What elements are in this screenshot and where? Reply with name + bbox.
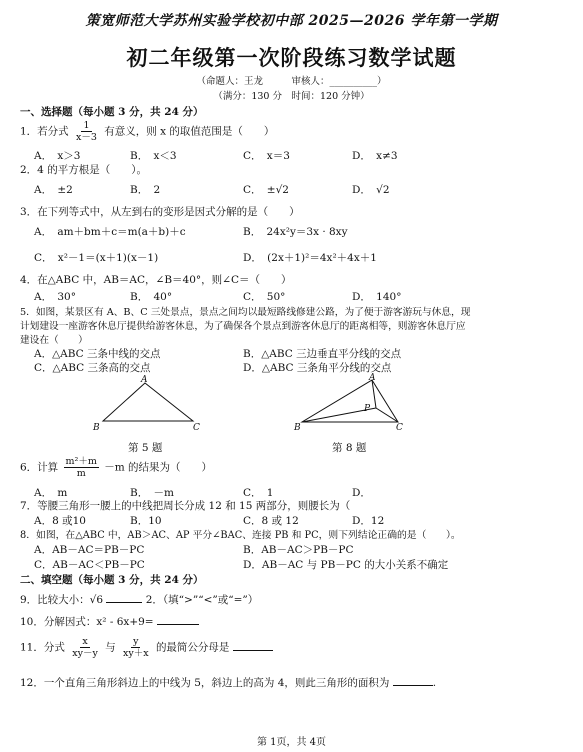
q7-option-c: C．8 或 12	[243, 515, 299, 527]
q1-denominator: x－3	[76, 132, 97, 143]
section-heading-choice: 一、选择题（每小题 3 分，共 24 分）	[20, 106, 204, 118]
fig5-label-b: B	[93, 423, 100, 433]
fig8-label-a: A	[369, 373, 376, 383]
q3-option-a: A． am＋bm＋c＝m(a＋b)＋c	[34, 226, 186, 238]
figure-5-caption: 第 5 题	[128, 442, 163, 454]
question-7: 7．等腰三角形一腰上的中线把周长分成 12 和 15 两部分，则腰长为（	[20, 500, 351, 512]
figure-8-triangle	[292, 372, 412, 434]
q11-numerator-1: x	[82, 636, 88, 647]
exam-title: 初二年级第一次阶段练习数学试题	[126, 45, 457, 70]
fig8-label-c: C	[396, 423, 403, 433]
q2-option-b: B． 2	[130, 184, 161, 196]
q11-answer-blank[interactable]	[233, 640, 273, 651]
fig8-label-b: B	[294, 423, 301, 433]
q5-option-d: D．△ABC 三条角平分线的交点	[243, 362, 392, 374]
q12-stem: 12．一个直角三角形斜边上的中线为 5，斜边上的高为 4，则此三角形的面积为	[20, 677, 390, 689]
figure-8-caption: 第 8 题	[332, 442, 367, 454]
q8-option-b: B．AB－AC＞PB－PC	[243, 544, 354, 556]
q3-option-b: B． 24x²y＝3x · 8xy	[243, 226, 348, 238]
q1-pre: 1．若分式	[20, 125, 69, 138]
question-5-line2: 计划建设一座游客休息厅提供给游客休息，为了确保各个景点到游客休息厅的距离相等，则游客休息厅应	[20, 321, 466, 332]
q6-fraction	[64, 456, 99, 479]
fig8-segment-pc	[376, 408, 398, 422]
q4-option-d: D． 140°	[352, 291, 402, 303]
q9-post: 2．（填“>”“<”或“=”）	[145, 594, 259, 606]
q10-pre: 10．分解因式：x² - 6x+9=	[20, 616, 154, 628]
question-8: 8．如图，在△ABC 中，AB＞AC、AP 平分∠BAC、连接 PB 和 PC，则下列结论正确的是（ ）。	[20, 530, 461, 541]
q7-option-d: D．12	[352, 515, 385, 527]
q9-answer-blank[interactable]	[106, 592, 142, 603]
q1-post: 有意义，则 x 的取值范围是（ ）	[104, 125, 275, 138]
question-9	[20, 592, 258, 607]
figure-5-triangle	[85, 373, 205, 433]
q1-fraction	[74, 120, 99, 143]
q4-option-b: B． 40°	[130, 291, 173, 303]
q1-option-b: B． x＜3	[130, 150, 177, 162]
q11-fraction-2	[121, 636, 151, 659]
question-2: 2．4 的平方根是（ ）。	[20, 164, 147, 176]
q4-option-c: C． 50°	[243, 291, 286, 303]
q6-pre: 6．计算	[20, 461, 59, 474]
question-5-line1: 5．如图，某景区有 A、B、C 三处景点，景点之间均以最短路线修建公路，为了便于游客游玩与休息，现	[20, 307, 471, 318]
q11-pre: 11．分式	[20, 641, 65, 654]
q1-option-c: C． x＝3	[243, 150, 290, 162]
q9-pre: 9．比较大小：√6	[20, 594, 104, 606]
q8-option-a: A．AB－AC＝PB－PC	[34, 544, 145, 556]
author-line: （命题人：王龙 审核人：__________）	[196, 76, 387, 87]
fig8-triangle-shape	[302, 380, 398, 422]
q6-option-d: D．	[352, 487, 371, 499]
question-1	[20, 120, 274, 143]
school-header: 策宽师范大学苏州实验学校初中部 2025—2026 学年第一学期	[85, 13, 498, 29]
fig5-label-a: A	[141, 375, 148, 385]
fig8-label-p: P	[364, 404, 371, 414]
q5-option-b: B．△ABC 三边垂直平分线的交点	[243, 348, 402, 360]
q5-option-a: A．△ABC 三条中线的交点	[34, 348, 161, 360]
q12-answer-blank[interactable]	[393, 675, 433, 686]
question-6	[20, 456, 212, 479]
question-11	[20, 636, 273, 659]
question-4: 4．在△ABC 中，AB＝AC，∠B＝40°，则∠C＝（ ）	[20, 274, 292, 286]
fig8-bisector-ap	[372, 380, 376, 408]
exam-info: （满分：130 分 时间：120 分钟）	[213, 91, 370, 102]
q1-numerator: 1	[83, 120, 90, 131]
question-5-line3: 建设在（ ）	[20, 335, 88, 346]
q6-option-c: C． 1	[243, 487, 274, 499]
question-12: 12．一个直角三角形斜边上的中线为 5，斜边上的高为 4，则此三角形的面积为 .	[20, 677, 437, 689]
q11-post: 的最简公分母是	[155, 641, 230, 654]
q2-option-c: C． ±√2	[243, 184, 289, 196]
q1-option-d: D． x≠3	[352, 150, 398, 162]
q4-option-a: A． 30°	[34, 291, 76, 303]
q1-option-a: A． x＞3	[34, 150, 81, 162]
q11-denominator-1: xy－y	[72, 648, 98, 659]
q2-option-d: D． √2	[352, 184, 390, 196]
q10-answer-blank[interactable]	[157, 614, 199, 625]
q5-option-c: C．△ABC 三条高的交点	[34, 362, 151, 374]
q3-option-d: D． (2x＋1)²＝4x²＋4x＋1	[243, 252, 377, 264]
q11-denominator-2: xy＋x	[123, 648, 149, 659]
q7-option-b: B．10	[130, 515, 162, 527]
fig5-triangle-shape	[103, 383, 193, 421]
q8-option-c: C．AB－AC＜PB－PC	[34, 559, 145, 571]
q2-option-a: A． ±2	[34, 184, 73, 196]
q8-option-d: D．AB－AC 与 PB－PC 的大小关系不确定	[243, 559, 449, 571]
q6-option-b: B． －m	[130, 487, 174, 499]
question-3: 3．在下列等式中，从左到右的变形是因式分解的是（ ）	[20, 206, 300, 218]
question-10	[20, 614, 199, 629]
q6-option-a: A． m	[34, 487, 68, 499]
section-heading-fill: 二、填空题（每小题 3 分，共 24 分）	[20, 574, 204, 586]
q11-fraction-1	[70, 636, 100, 659]
fig5-label-c: C	[193, 423, 200, 433]
q11-numerator-2: y	[133, 636, 139, 647]
q6-post: －m 的结果为（ ）	[104, 461, 212, 474]
q7-option-a: A．8 或10	[34, 515, 86, 527]
q3-option-c: C． x²－1＝(x＋1)(x－1)	[34, 252, 159, 264]
q11-mid: 与	[105, 641, 116, 654]
q6-numerator: m²＋m	[65, 456, 97, 467]
q6-denominator: m	[76, 468, 86, 479]
page-number: 第 1页，共 4页	[256, 737, 327, 748]
